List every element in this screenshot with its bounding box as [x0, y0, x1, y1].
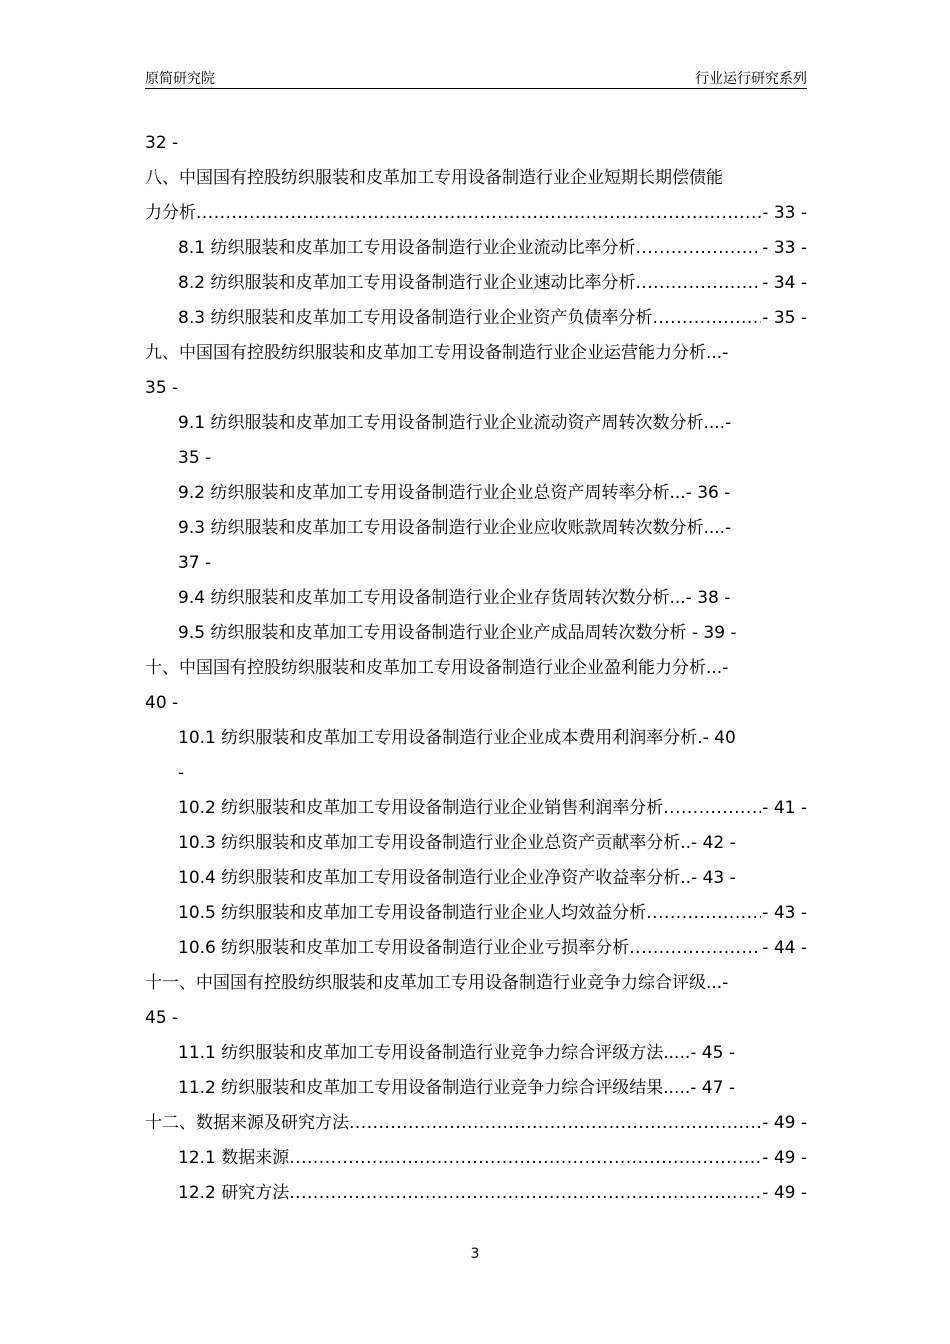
toc-dot-leader	[196, 196, 761, 231]
toc-entry[interactable]: 9.5 纺织服装和皮革加工专用设备制造行业企业产成品周转次数分析 - 39 -	[178, 623, 737, 643]
toc-entry-page: - 43 -	[762, 903, 807, 923]
toc-entry-page: - 44 -	[762, 938, 807, 958]
toc-dot-leader	[635, 231, 761, 266]
toc-dot-leader	[635, 266, 761, 301]
toc-entry[interactable]	[145, 231, 807, 266]
page-number: 3	[470, 1246, 480, 1262]
page-header	[145, 66, 807, 89]
toc-entry-title: 力分析	[145, 203, 196, 223]
header-org-name: 原简研究院	[145, 71, 215, 87]
toc-entry[interactable]	[145, 931, 807, 966]
toc-entry[interactable]: 40 -	[145, 693, 179, 713]
toc-entry-title: 10.5 纺织服装和皮革加工专用设备制造行业企业人均效益分析	[178, 903, 647, 923]
toc-entry-page: - 41 -	[762, 798, 807, 818]
toc-entry[interactable]	[145, 1106, 807, 1141]
toc-entry-page: - 34 -	[762, 273, 807, 293]
toc-entry-title: 12.2 研究方法	[178, 1183, 290, 1203]
toc-entry[interactable]: 十、中国国有控股纺织服装和皮革加工专用设备制造行业企业盈利能力分析...-	[145, 658, 729, 678]
toc-entry[interactable]: 10.1 纺织服装和皮革加工专用设备制造行业企业成本费用利润率分析.- 40	[178, 728, 736, 748]
toc-dot-leader	[646, 896, 761, 931]
toc-entry[interactable]: 32 -	[145, 133, 179, 153]
toc-entry-title: 十二、数据来源及研究方法	[145, 1113, 349, 1133]
toc-entry[interactable]	[145, 301, 807, 336]
toc-entry-title: 8.1 纺织服装和皮革加工专用设备制造行业企业流动比率分析	[178, 238, 636, 258]
toc-entry-page: - 33 -	[762, 203, 807, 223]
toc-entry[interactable]: 10.4 纺织服装和皮革加工专用设备制造行业企业净资产收益率分析..- 43 -	[178, 868, 736, 888]
toc-entry[interactable]: 37 -	[178, 553, 212, 573]
toc-entry-title: 12.1 数据来源	[178, 1148, 290, 1168]
toc-entry[interactable]: 九、中国国有控股纺织服装和皮革加工专用设备制造行业企业运营能力分析...-	[145, 343, 729, 363]
toc-entry[interactable]: 10.3 纺织服装和皮革加工专用设备制造行业企业总资产贡献率分析..- 42 -	[178, 833, 736, 853]
toc-entry-page: - 49 -	[762, 1183, 807, 1203]
toc-dot-leader	[652, 301, 761, 336]
toc-dot-leader	[629, 931, 761, 966]
toc-entry[interactable]: 9.1 纺织服装和皮革加工专用设备制造行业企业流动资产周转次数分析....-	[178, 413, 732, 433]
toc-entry[interactable]	[145, 196, 807, 231]
toc-entry[interactable]: 十一、中国国有控股纺织服装和皮革加工专用设备制造行业竞争力综合评级...-	[145, 973, 729, 993]
toc-entry-title: 8.3 纺织服装和皮革加工专用设备制造行业企业资产负债率分析	[178, 308, 653, 328]
toc-entry[interactable]: -	[178, 763, 185, 783]
table-of-contents	[145, 126, 807, 1211]
toc-dot-leader	[663, 791, 761, 826]
toc-entry-page: - 49 -	[762, 1148, 807, 1168]
toc-dot-leader	[289, 1141, 761, 1176]
toc-entry[interactable]: 八、中国国有控股纺织服装和皮革加工专用设备制造行业企业短期长期偿债能	[145, 168, 723, 188]
toc-entry-title: 10.2 纺织服装和皮革加工专用设备制造行业企业销售利润率分析	[178, 798, 664, 818]
toc-entry-title: 8.2 纺织服装和皮革加工专用设备制造行业企业速动比率分析	[178, 273, 636, 293]
toc-dot-leader	[349, 1106, 761, 1141]
toc-entry[interactable]	[145, 1141, 807, 1176]
toc-entry[interactable]	[145, 1176, 807, 1211]
toc-entry[interactable]	[145, 791, 807, 826]
toc-entry[interactable]: 11.1 纺织服装和皮革加工专用设备制造行业竞争力综合评级方法.....- 45 -	[178, 1043, 735, 1063]
header-series-name: 行业运行研究系列	[695, 71, 807, 87]
toc-entry[interactable]	[145, 896, 807, 931]
toc-entry-title: 10.6 纺织服装和皮革加工专用设备制造行业企业亏损率分析	[178, 938, 630, 958]
toc-entry-page: - 35 -	[762, 308, 807, 328]
toc-entry[interactable]: 9.4 纺织服装和皮革加工专用设备制造行业企业存货周转次数分析...- 38 -	[178, 588, 731, 608]
toc-entry[interactable]: 11.2 纺织服装和皮革加工专用设备制造行业竞争力综合评级结果.....- 47 -	[178, 1078, 735, 1098]
toc-entry[interactable]	[145, 266, 807, 301]
toc-entry[interactable]: 45 -	[145, 1008, 179, 1028]
toc-entry[interactable]: 9.3 纺织服装和皮革加工专用设备制造行业企业应收账款周转次数分析....-	[178, 518, 732, 538]
toc-entry[interactable]: 9.2 纺织服装和皮革加工专用设备制造行业企业总资产周转率分析...- 36 -	[178, 483, 731, 503]
toc-entry-page: - 49 -	[762, 1113, 807, 1133]
toc-entry[interactable]: 35 -	[145, 378, 179, 398]
toc-entry-page: - 33 -	[762, 238, 807, 258]
toc-dot-leader	[289, 1176, 761, 1211]
toc-entry[interactable]: 35 -	[178, 448, 212, 468]
